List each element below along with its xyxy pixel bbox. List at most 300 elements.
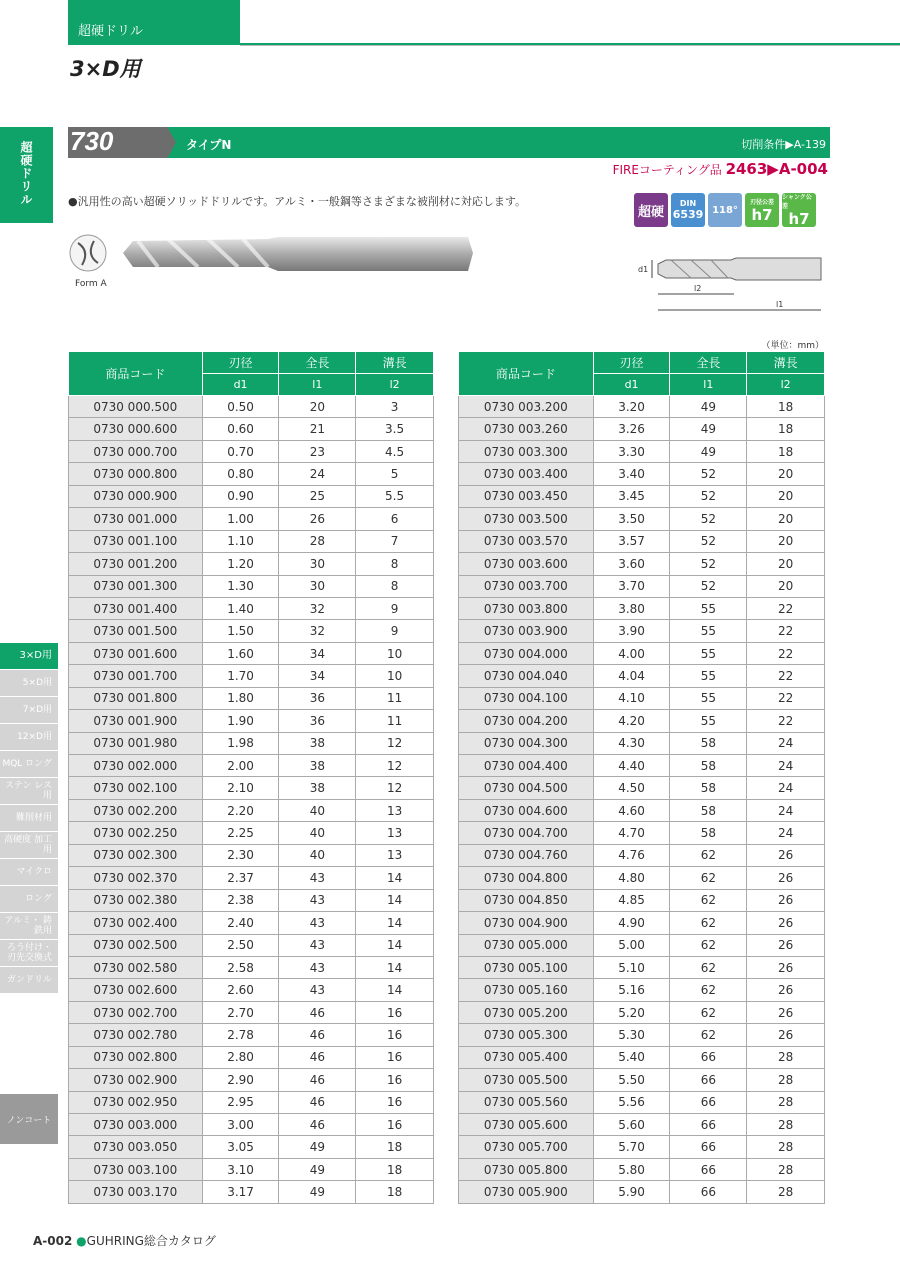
col-d1: d1 bbox=[593, 374, 670, 396]
cutting-conditions-link[interactable]: 切削条件▶A-139 bbox=[741, 138, 826, 151]
cell-code: 0730 002.600 bbox=[69, 979, 203, 1001]
table-row bbox=[69, 642, 434, 664]
sidebar-item[interactable]: 5×D用 bbox=[0, 670, 58, 697]
cell-flute: 8 bbox=[356, 553, 434, 575]
din-label: DIN bbox=[679, 199, 697, 208]
cell-dia: 2.10 bbox=[202, 777, 279, 799]
cell-code: 0730 004.000 bbox=[459, 642, 594, 664]
cell-code: 0730 002.400 bbox=[69, 912, 203, 934]
sidebar-item[interactable]: アルミ・ 鋳鉄用 bbox=[0, 913, 58, 940]
cell-flute: 22 bbox=[747, 620, 825, 642]
col-flute: 溝長 bbox=[356, 352, 434, 374]
cell-flute: 26 bbox=[747, 979, 825, 1001]
cell-flute: 24 bbox=[747, 822, 825, 844]
cell-flute: 18 bbox=[356, 1181, 434, 1203]
category-tab: 超硬ドリル bbox=[68, 0, 240, 43]
table-row bbox=[459, 822, 825, 844]
cell-total: 58 bbox=[670, 822, 747, 844]
cell-flute: 9 bbox=[356, 620, 434, 642]
table-row bbox=[459, 463, 825, 485]
table-row bbox=[459, 956, 825, 978]
cell-flute: 22 bbox=[747, 710, 825, 732]
cell-code: 0730 003.200 bbox=[459, 396, 594, 418]
cell-code: 0730 003.450 bbox=[459, 485, 594, 507]
cell-total: 34 bbox=[279, 665, 356, 687]
cell-code: 0730 001.980 bbox=[69, 732, 203, 754]
cell-code: 0730 003.500 bbox=[459, 508, 594, 530]
l2-label: l2 bbox=[694, 284, 702, 293]
table-row bbox=[69, 1114, 434, 1136]
cell-flute: 28 bbox=[747, 1046, 825, 1068]
cell-total: 43 bbox=[279, 912, 356, 934]
table-row bbox=[459, 530, 825, 552]
table-row bbox=[459, 912, 825, 934]
cell-code: 0730 002.250 bbox=[69, 822, 203, 844]
cell-code: 0730 005.000 bbox=[459, 934, 594, 956]
cell-flute: 12 bbox=[356, 777, 434, 799]
cell-dia: 3.90 bbox=[593, 620, 670, 642]
unit-note: （単位：mm） bbox=[761, 341, 824, 351]
cell-code: 0730 005.800 bbox=[459, 1158, 594, 1180]
cell-code: 0730 002.700 bbox=[69, 1001, 203, 1023]
cell-code: 0730 003.260 bbox=[459, 418, 594, 440]
table-row bbox=[69, 396, 434, 418]
table-row bbox=[459, 575, 825, 597]
series-type: タイプN bbox=[186, 138, 232, 152]
col-total: 全長 bbox=[670, 352, 747, 374]
cell-total: 49 bbox=[670, 396, 747, 418]
cell-total: 55 bbox=[670, 642, 747, 664]
cell-dia: 3.45 bbox=[593, 485, 670, 507]
cell-code: 0730 002.370 bbox=[69, 867, 203, 889]
cell-total: 66 bbox=[670, 1091, 747, 1113]
sidebar-item[interactable]: ろう付け・ 刃先交換式 bbox=[0, 940, 58, 967]
cell-dia: 1.50 bbox=[202, 620, 279, 642]
cell-dia: 4.10 bbox=[593, 687, 670, 709]
cell-code: 0730 000.700 bbox=[69, 440, 203, 462]
point-angle-badge: 118° bbox=[708, 193, 742, 227]
cell-code: 0730 005.300 bbox=[459, 1024, 594, 1046]
table-row bbox=[69, 620, 434, 642]
fire-ref: 2463▶A-004 bbox=[725, 160, 828, 178]
sidebar-item-noncoat[interactable]: ノンコート bbox=[0, 1094, 58, 1144]
cell-flute: 18 bbox=[356, 1158, 434, 1180]
cell-dia: 2.80 bbox=[202, 1046, 279, 1068]
cell-dia: 4.04 bbox=[593, 665, 670, 687]
cell-flute: 28 bbox=[747, 1181, 825, 1203]
cell-flute: 20 bbox=[747, 530, 825, 552]
cell-flute: 3.5 bbox=[356, 418, 434, 440]
cell-flute: 26 bbox=[747, 889, 825, 911]
sidebar-item[interactable]: ロング bbox=[0, 886, 58, 913]
cell-total: 52 bbox=[670, 485, 747, 507]
table-row bbox=[69, 1069, 434, 1091]
cell-code: 0730 005.100 bbox=[459, 956, 594, 978]
cell-flute: 14 bbox=[356, 889, 434, 911]
cell-total: 55 bbox=[670, 620, 747, 642]
table-row bbox=[459, 710, 825, 732]
cell-total: 55 bbox=[670, 710, 747, 732]
cell-flute: 24 bbox=[747, 732, 825, 754]
carbide-badge: 超硬 bbox=[634, 193, 668, 227]
cell-flute: 26 bbox=[747, 956, 825, 978]
col-code: 商品コード bbox=[69, 352, 203, 396]
cell-dia: 3.40 bbox=[593, 463, 670, 485]
cell-dia: 2.70 bbox=[202, 1001, 279, 1023]
cell-total: 55 bbox=[670, 597, 747, 619]
sidebar-item[interactable]: ステン レス用 bbox=[0, 778, 58, 805]
cell-dia: 3.10 bbox=[202, 1158, 279, 1180]
table-row bbox=[69, 889, 434, 911]
cell-code: 0730 005.200 bbox=[459, 1001, 594, 1023]
cell-dia: 5.80 bbox=[593, 1158, 670, 1180]
cell-dia: 3.05 bbox=[202, 1136, 279, 1158]
sidebar-item[interactable]: 難削材用 bbox=[0, 805, 58, 832]
col-l2: l2 bbox=[747, 374, 825, 396]
cell-dia: 4.30 bbox=[593, 732, 670, 754]
cell-dia: 5.40 bbox=[593, 1046, 670, 1068]
shank-tolerance-badge bbox=[782, 193, 816, 227]
col-d1: d1 bbox=[202, 374, 279, 396]
cell-total: 58 bbox=[670, 732, 747, 754]
cell-code: 0730 005.700 bbox=[459, 1136, 594, 1158]
cell-code: 0730 002.200 bbox=[69, 799, 203, 821]
cell-dia: 5.10 bbox=[593, 956, 670, 978]
cell-code: 0730 002.580 bbox=[69, 956, 203, 978]
cell-code: 0730 004.400 bbox=[459, 755, 594, 777]
cell-code: 0730 002.100 bbox=[69, 777, 203, 799]
fire-coating-ref[interactable] bbox=[613, 160, 828, 178]
cell-code: 0730 004.760 bbox=[459, 844, 594, 866]
table-row bbox=[69, 575, 434, 597]
cell-code: 0730 004.300 bbox=[459, 732, 594, 754]
table-row bbox=[459, 396, 825, 418]
drill-illustration bbox=[68, 225, 478, 280]
cell-code: 0730 005.160 bbox=[459, 979, 594, 1001]
table-row bbox=[69, 777, 434, 799]
table-row bbox=[69, 1158, 434, 1180]
cell-flute: 18 bbox=[747, 396, 825, 418]
table-row bbox=[69, 956, 434, 978]
cell-flute: 20 bbox=[747, 575, 825, 597]
cell-dia: 1.60 bbox=[202, 642, 279, 664]
page-title: 3×D用 bbox=[70, 57, 141, 81]
table-row bbox=[459, 440, 825, 462]
dia-tolerance-label: 刃径公差 bbox=[749, 198, 774, 206]
sidebar-item[interactable]: MQL ロング bbox=[0, 751, 58, 778]
table-row bbox=[69, 1024, 434, 1046]
cell-code: 0730 004.200 bbox=[459, 710, 594, 732]
cell-code: 0730 001.500 bbox=[69, 620, 203, 642]
cell-flute: 3 bbox=[356, 396, 434, 418]
table-row bbox=[459, 1024, 825, 1046]
cell-dia: 2.30 bbox=[202, 844, 279, 866]
sidebar-item[interactable]: マイクロ bbox=[0, 859, 58, 886]
table-row bbox=[459, 889, 825, 911]
cell-code: 0730 005.500 bbox=[459, 1069, 594, 1091]
table-row bbox=[459, 485, 825, 507]
cell-flute: 5 bbox=[356, 463, 434, 485]
cell-code: 0730 003.170 bbox=[69, 1181, 203, 1203]
drill-cross-section-icon bbox=[70, 235, 106, 271]
table-row bbox=[459, 1158, 825, 1180]
table-row bbox=[459, 642, 825, 664]
cell-code: 0730 003.600 bbox=[459, 553, 594, 575]
cell-flute: 13 bbox=[356, 844, 434, 866]
cell-dia: 3.26 bbox=[593, 418, 670, 440]
cell-total: 49 bbox=[279, 1181, 356, 1203]
cell-code: 0730 004.850 bbox=[459, 889, 594, 911]
cell-code: 0730 000.500 bbox=[69, 396, 203, 418]
cell-flute: 10 bbox=[356, 665, 434, 687]
table-row bbox=[459, 418, 825, 440]
series-bar bbox=[68, 127, 830, 158]
cell-flute: 16 bbox=[356, 1024, 434, 1046]
cell-total: 55 bbox=[670, 687, 747, 709]
cell-total: 52 bbox=[670, 530, 747, 552]
catalog-name: GUHRING総合カタログ bbox=[86, 1234, 216, 1248]
cell-dia: 5.16 bbox=[593, 979, 670, 1001]
header-rule-thin bbox=[240, 45, 900, 46]
cell-flute: 14 bbox=[356, 979, 434, 1001]
cell-flute: 26 bbox=[747, 1001, 825, 1023]
cell-dia: 2.58 bbox=[202, 956, 279, 978]
badge-row bbox=[634, 193, 816, 227]
cell-code: 0730 001.600 bbox=[69, 642, 203, 664]
cell-total: 66 bbox=[670, 1069, 747, 1091]
cell-flute: 7 bbox=[356, 530, 434, 552]
sidebar-category[interactable]: 超硬ドリル bbox=[0, 127, 53, 223]
cell-dia: 0.50 bbox=[202, 396, 279, 418]
cell-total: 43 bbox=[279, 889, 356, 911]
table-row bbox=[459, 508, 825, 530]
cell-code: 0730 002.000 bbox=[69, 755, 203, 777]
table-row bbox=[69, 867, 434, 889]
cell-code: 0730 002.800 bbox=[69, 1046, 203, 1068]
cell-flute: 18 bbox=[747, 418, 825, 440]
cell-code: 0730 003.900 bbox=[459, 620, 594, 642]
table-row bbox=[69, 710, 434, 732]
table-row bbox=[459, 777, 825, 799]
d1-label: d1 bbox=[638, 265, 649, 274]
cell-total: 21 bbox=[279, 418, 356, 440]
cell-flute: 26 bbox=[747, 934, 825, 956]
series-number: 730 bbox=[70, 126, 114, 156]
cell-dia: 2.78 bbox=[202, 1024, 279, 1046]
table-row bbox=[69, 665, 434, 687]
cell-code: 0730 003.400 bbox=[459, 463, 594, 485]
cell-code: 0730 004.900 bbox=[459, 912, 594, 934]
fire-label: FIREコーティング品 bbox=[612, 163, 722, 177]
cell-dia: 5.50 bbox=[593, 1069, 670, 1091]
cell-total: 49 bbox=[670, 440, 747, 462]
cell-dia: 0.60 bbox=[202, 418, 279, 440]
cell-flute: 12 bbox=[356, 755, 434, 777]
col-dia: 刃径 bbox=[593, 352, 670, 374]
sidebar-item[interactable]: 12×D用 bbox=[0, 724, 58, 751]
cell-flute: 24 bbox=[747, 777, 825, 799]
cell-dia: 3.00 bbox=[202, 1114, 279, 1136]
sidebar-item[interactable]: 高硬度 加工用 bbox=[0, 832, 58, 859]
sidebar-item[interactable]: ガンドリル bbox=[0, 967, 58, 994]
cell-code: 0730 005.600 bbox=[459, 1114, 594, 1136]
cell-code: 0730 002.380 bbox=[69, 889, 203, 911]
table-row bbox=[69, 979, 434, 1001]
cell-code: 0730 000.600 bbox=[69, 418, 203, 440]
cell-flute: 12 bbox=[356, 732, 434, 754]
cell-flute: 5.5 bbox=[356, 485, 434, 507]
cell-dia: 4.60 bbox=[593, 799, 670, 821]
dia-tolerance-badge bbox=[745, 193, 779, 227]
cell-dia: 4.80 bbox=[593, 867, 670, 889]
cell-dia: 2.38 bbox=[202, 889, 279, 911]
table-row bbox=[459, 1069, 825, 1091]
table-row bbox=[459, 597, 825, 619]
cell-total: 52 bbox=[670, 508, 747, 530]
dia-tolerance-value: h7 bbox=[751, 205, 773, 224]
cell-total: 58 bbox=[670, 799, 747, 821]
table-row bbox=[69, 597, 434, 619]
cell-total: 26 bbox=[279, 508, 356, 530]
sidebar-item[interactable]: 3×D用 bbox=[0, 643, 58, 670]
table-row bbox=[69, 418, 434, 440]
cell-flute: 11 bbox=[356, 687, 434, 709]
col-dia: 刃径 bbox=[202, 352, 279, 374]
cell-flute: 20 bbox=[747, 485, 825, 507]
col-code: 商品コード bbox=[459, 352, 594, 396]
table-row bbox=[69, 822, 434, 844]
cell-code: 0730 001.000 bbox=[69, 508, 203, 530]
table-row bbox=[459, 687, 825, 709]
table-row bbox=[69, 844, 434, 866]
cell-total: 38 bbox=[279, 755, 356, 777]
product-table-left bbox=[68, 351, 434, 1204]
cell-total: 43 bbox=[279, 934, 356, 956]
cell-total: 40 bbox=[279, 844, 356, 866]
table-row bbox=[459, 1091, 825, 1113]
cell-dia: 1.10 bbox=[202, 530, 279, 552]
cell-flute: 16 bbox=[356, 1114, 434, 1136]
cell-total: 49 bbox=[279, 1158, 356, 1180]
cell-dia: 3.30 bbox=[593, 440, 670, 462]
cell-flute: 26 bbox=[747, 1024, 825, 1046]
cell-code: 0730 005.560 bbox=[459, 1091, 594, 1113]
shank-tolerance-label: シャンク公差 bbox=[782, 194, 812, 210]
din-number: 6539 bbox=[672, 208, 704, 221]
cell-code: 0730 002.500 bbox=[69, 934, 203, 956]
table-row bbox=[69, 1136, 434, 1158]
cell-total: 40 bbox=[279, 822, 356, 844]
cell-code: 0730 004.700 bbox=[459, 822, 594, 844]
cell-dia: 1.20 bbox=[202, 553, 279, 575]
table-row bbox=[459, 665, 825, 687]
table-row bbox=[69, 485, 434, 507]
cell-flute: 22 bbox=[747, 597, 825, 619]
cell-dia: 3.60 bbox=[593, 553, 670, 575]
cell-flute: 9 bbox=[356, 597, 434, 619]
cell-flute: 14 bbox=[356, 956, 434, 978]
cell-dia: 1.30 bbox=[202, 575, 279, 597]
cell-flute: 18 bbox=[747, 440, 825, 462]
cell-flute: 11 bbox=[356, 710, 434, 732]
cell-code: 0730 001.200 bbox=[69, 553, 203, 575]
cell-code: 0730 003.570 bbox=[459, 530, 594, 552]
cell-flute: 8 bbox=[356, 575, 434, 597]
cell-total: 58 bbox=[670, 755, 747, 777]
drill-body bbox=[123, 237, 473, 271]
cell-total: 62 bbox=[670, 912, 747, 934]
cell-total: 58 bbox=[670, 777, 747, 799]
cell-dia: 4.40 bbox=[593, 755, 670, 777]
cell-total: 62 bbox=[670, 979, 747, 1001]
cell-code: 0730 004.800 bbox=[459, 867, 594, 889]
cell-flute: 13 bbox=[356, 799, 434, 821]
cell-flute: 26 bbox=[747, 912, 825, 934]
cell-total: 62 bbox=[670, 1024, 747, 1046]
cell-total: 46 bbox=[279, 1046, 356, 1068]
l1-label: l1 bbox=[776, 300, 784, 309]
cell-total: 20 bbox=[279, 396, 356, 418]
cell-code: 0730 005.400 bbox=[459, 1046, 594, 1068]
cell-flute: 28 bbox=[747, 1158, 825, 1180]
product-table-right bbox=[458, 351, 825, 1204]
cell-total: 46 bbox=[279, 1091, 356, 1113]
cell-total: 24 bbox=[279, 463, 356, 485]
col-l1: l1 bbox=[670, 374, 747, 396]
table-row bbox=[459, 620, 825, 642]
cell-dia: 1.98 bbox=[202, 732, 279, 754]
cell-code: 0730 002.300 bbox=[69, 844, 203, 866]
cell-dia: 4.90 bbox=[593, 912, 670, 934]
cell-total: 43 bbox=[279, 867, 356, 889]
cell-code: 0730 003.700 bbox=[459, 575, 594, 597]
cell-total: 32 bbox=[279, 597, 356, 619]
cell-total: 25 bbox=[279, 485, 356, 507]
cell-dia: 5.20 bbox=[593, 1001, 670, 1023]
bullet-icon: ● bbox=[76, 1234, 87, 1248]
table-row bbox=[459, 844, 825, 866]
cell-code: 0730 002.900 bbox=[69, 1069, 203, 1091]
cell-code: 0730 003.300 bbox=[459, 440, 594, 462]
cell-dia: 5.56 bbox=[593, 1091, 670, 1113]
cell-flute: 20 bbox=[747, 463, 825, 485]
table-row bbox=[459, 732, 825, 754]
table-row bbox=[459, 1181, 825, 1203]
cell-total: 62 bbox=[670, 934, 747, 956]
cell-total: 55 bbox=[670, 665, 747, 687]
cell-flute: 20 bbox=[747, 508, 825, 530]
cell-dia: 2.60 bbox=[202, 979, 279, 1001]
cell-dia: 2.50 bbox=[202, 934, 279, 956]
cell-flute: 22 bbox=[747, 665, 825, 687]
cell-flute: 28 bbox=[747, 1069, 825, 1091]
sidebar-item[interactable]: 7×D用 bbox=[0, 697, 58, 724]
cell-flute: 24 bbox=[747, 755, 825, 777]
table-row bbox=[69, 755, 434, 777]
cell-flute: 6 bbox=[356, 508, 434, 530]
cell-dia: 2.90 bbox=[202, 1069, 279, 1091]
cell-dia: 3.20 bbox=[593, 396, 670, 418]
cell-code: 0730 001.700 bbox=[69, 665, 203, 687]
cell-dia: 0.80 bbox=[202, 463, 279, 485]
cell-flute: 4.5 bbox=[356, 440, 434, 462]
cell-total: 30 bbox=[279, 575, 356, 597]
cell-total: 49 bbox=[670, 418, 747, 440]
cell-dia: 1.00 bbox=[202, 508, 279, 530]
cell-dia: 2.37 bbox=[202, 867, 279, 889]
table-row bbox=[459, 1046, 825, 1068]
table-row bbox=[69, 530, 434, 552]
